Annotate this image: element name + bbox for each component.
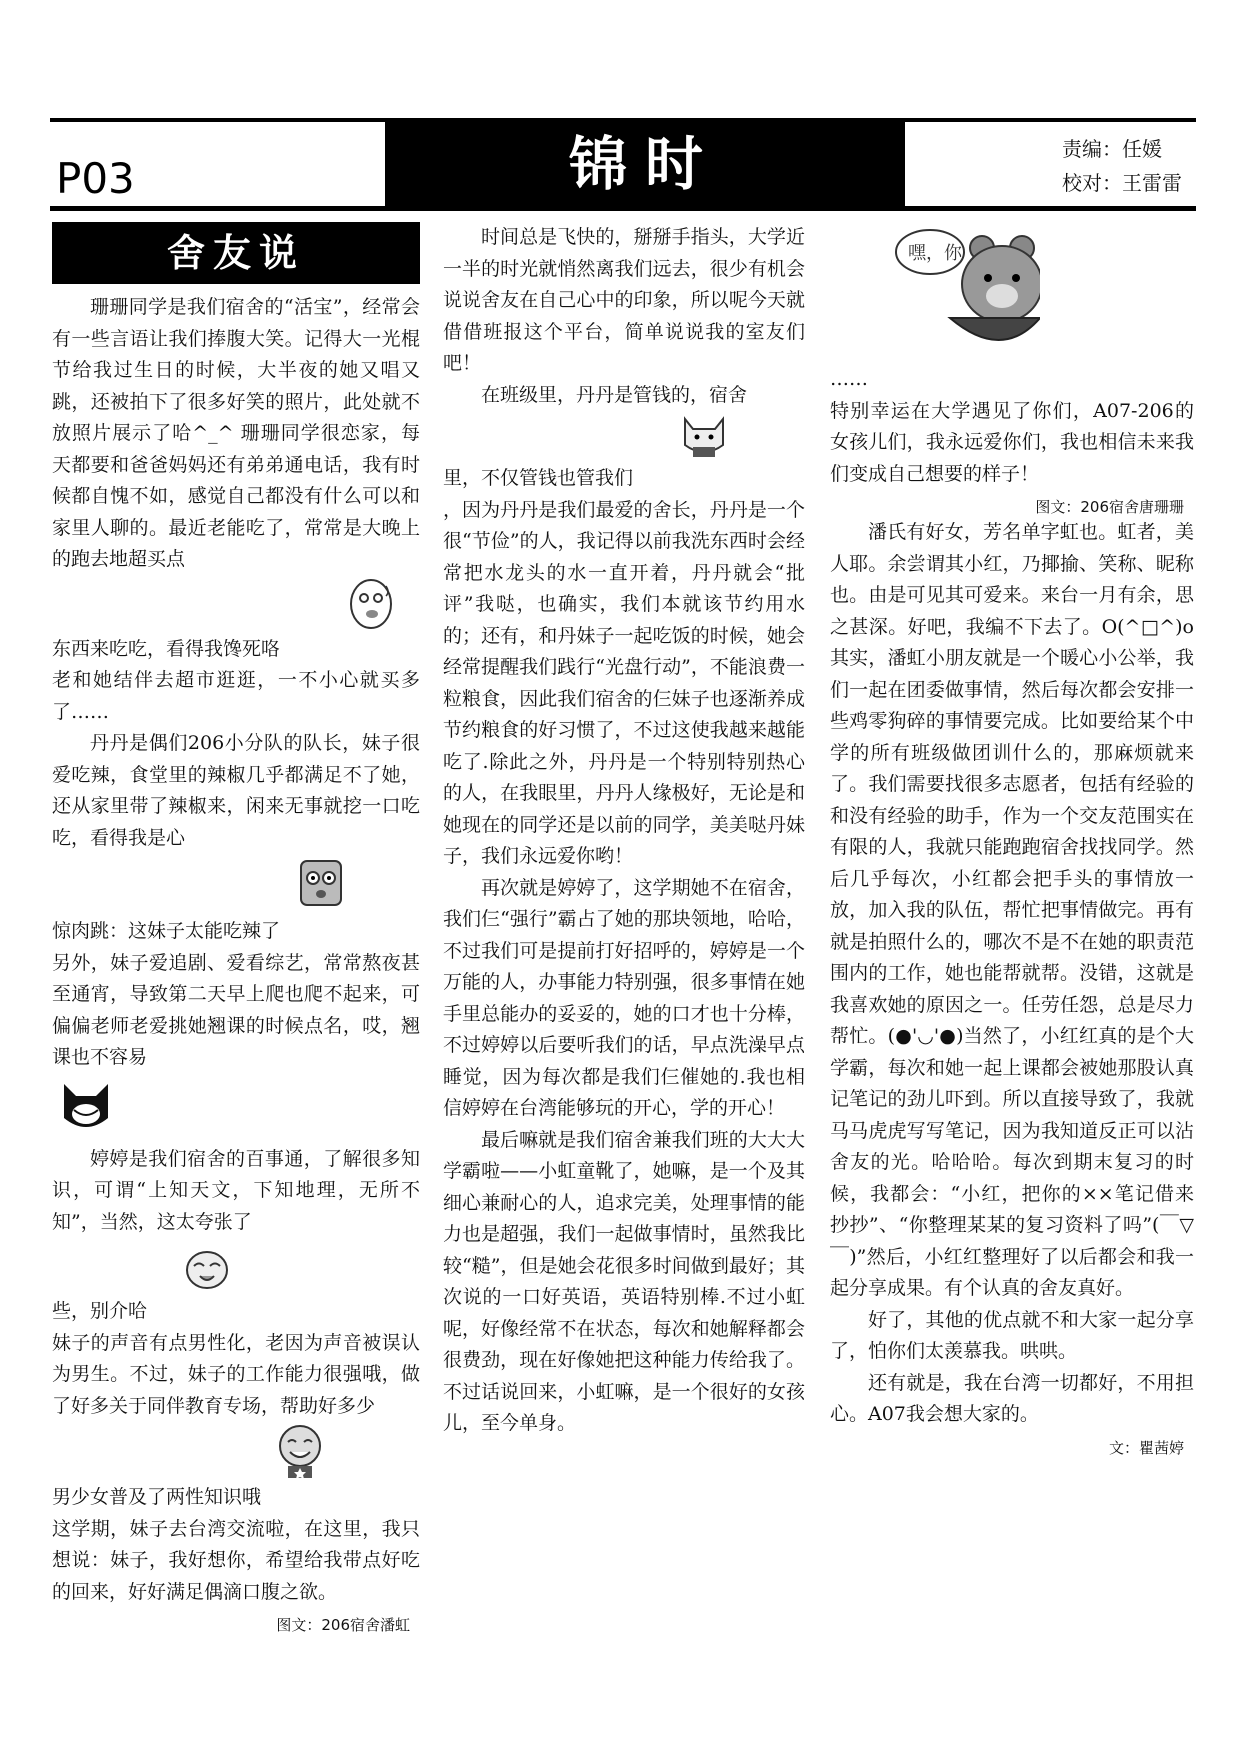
paragraph-tingting: 再次就是婷婷了，这学期她不在宿舍，我们仨“强行”霸占了她的那块领地，哈哈，不过我们可是提前打好招呼的，婷婷是一个万能的人，办事能力特别强，很多事情在她手里总能办的妥妥的，她的口才也十分棒，不过婷婷以后要听我们的话，早点洗澡早点睡觉，因为每次都是我们仨催她的.我也相信婷婷在台湾能够玩的开心，学的开心！	[443, 876, 805, 1119]
emoji-row	[52, 1074, 420, 1144]
byline-col3-bottom: 文：瞿茜婷	[1108, 1438, 1184, 1457]
paragraph-dandan-cont: 里，不仅管钱也管我们	[443, 467, 634, 489]
paragraph-share: 好了，其他的优点就不和大家一起分享了，怕你们太羡慕我。哄哄。	[830, 1308, 1194, 1362]
proofreader-name: 校对：王雷雷	[1062, 171, 1182, 195]
shocked-box-face-icon	[298, 858, 344, 910]
column-2	[443, 222, 805, 1440]
bear-holding-bowl-icon	[890, 222, 1040, 362]
paragraph-shanshan-cont: 东西来吃吃，看得我馋死咯	[52, 637, 281, 660]
paragraph-closing: 特别幸运在大学遇见了你们，A07-206的女孩儿们，我永远爱你们，我也相信未来我们变成自己想要的样子！	[830, 399, 1194, 485]
emoji-row	[52, 1422, 420, 1482]
paragraph-dandan-body: ，因为丹丹是我们最爱的舍长，丹丹是一个很“节俭”的人，我记得以前我洗东西时会经常把水龙头的水一直开着，丹丹就会“批评”我哒，也确实，我们本就该节约用水的；还有，和丹妹子一起吃饭的时候，她会经常提醒我们践行“光盘行动”，不能浪费一粒粮食，因此我们宿舍的仨妹子也逐渐养成节约粮食的好习惯了，不过这使我越来越能吃了.除此之外，丹丹是一个特别特别热心的人，在我眼里，丹丹人缘极好，无论是和她现在的同学还是以前的同学，美美哒丹妹子，我们永远爱你哟！	[443, 498, 805, 867]
column-1	[52, 222, 420, 1635]
bear-illustration	[830, 222, 1194, 364]
editor-credits	[1062, 132, 1182, 200]
page-number: P03	[56, 154, 135, 203]
section-title: 舍友说	[52, 222, 420, 284]
page-header	[50, 118, 1196, 211]
paragraph-taiwan: 还有就是，我在台湾一切都好，不用担心。A07我会想大家的。	[830, 1371, 1194, 1425]
paragraph-tingting-cont2: 男少女普及了两性知识哦	[52, 1486, 262, 1508]
editor-name: 责编：任媛	[1062, 137, 1162, 161]
paragraph-dandan-money: 在班级里，丹丹是管钱的，宿舍	[481, 383, 748, 406]
paragraph-tingting-end: 这学期，妹子去台湾交流啦，在这里，我只想说：妹子，我好想你，希望给我带点好吃的回来，好好满足偶滴口腹之欲。	[52, 1517, 420, 1603]
paragraph-shanshan-end: 老和她结伴去超市逛逛，一不小心就买多了……	[52, 669, 420, 723]
smiling-kid-icon	[272, 1422, 328, 1480]
byline-col1: 图文：206宿舍潘虹	[276, 1616, 410, 1634]
masthead-title: 锦时	[385, 122, 905, 206]
paragraph-dandan-end: 另外，妹子爱追剧、爱看综艺，常常熬夜甚至通宵，导致第二天早上爬也爬不起来，可偏偏老师老爱挑她翘课的时候点名，哎，翘课也不容易	[52, 951, 420, 1068]
paragraph-dandan-cont: 惊肉跳：这妹子太能吃辣了	[52, 920, 281, 942]
emoji-row	[52, 1238, 420, 1296]
cat-with-money-icon	[679, 411, 729, 463]
paragraph-shanshan: 珊珊同学是我们宿舍的“活宝”，经常会有一些言语让我们捧腹大笑。记得大一光棍节给我过生日的时候，大半夜的她又唱又跳，还被拍下了很多好笑的照片，此处就不放照片展示了哈^_^ 珊珊同学很恋家，每天都要和爸爸妈妈还有弟弟通电话，我有时候都自愧不如，感觉自己都没有什么可以和家里人聊的。最近老能吃了，常常是大晚上的跑去地超买点	[52, 296, 420, 570]
byline-col3-top: 图文：206宿舍唐珊珊	[1035, 498, 1184, 516]
column-3	[830, 222, 1194, 1458]
laughing-cat-icon	[182, 1242, 232, 1292]
sweating-face-icon	[348, 578, 394, 636]
paragraph-tingting-cont: 些，别介哈	[52, 1300, 148, 1322]
ellipsis-line: ……	[830, 368, 868, 390]
paragraph-xiaohong: 最后嘛就是我们宿舍兼我们班的大大大学霸啦——小虹童靴了，她嘛，是一个及其细心兼耐心的人，追求完美，处理事情的能力也是超强，我们一起做事情时，虽然我比较“糙”，但是她会花很多时间做到最好；其次说的一口好英语，英语特别棒.不过小虹呢，好像经常不在状态，每次和她解释都会很费劲，现在好像她把这种能力传给我了。不过话说回来，小虹嘛，是一个很好的女孩儿，至今单身。	[443, 1128, 805, 1434]
paragraph-dandan: 丹丹是偶们206小分队的队长，妹子很爱吃辣，食堂里的辣椒几乎都满足不了她，还从家里带了辣椒来，闲来无事就挖一口吃吃，看得我是心	[52, 732, 420, 849]
emoji-row	[443, 411, 805, 463]
paragraph-intro: 时间总是飞快的，掰掰手指头，大学近一半的时光就悄然离我们远去，很少有机会说说舍友在自己心中的印象，所以呢今天就借借班报这个平台，简单说说我的室友们吧！	[443, 226, 805, 374]
emoji-row	[52, 854, 420, 916]
paragraph-tingting-mid: 妹子的声音有点男性化，老因为声音被误认为男生。不过，妹子的工作能力很强哦，做了好多关于同伴教育专场，帮助好多少	[52, 1331, 420, 1417]
paragraph-panhong: 潘氏有好女，芳名单字虹也。虹者，美人耶。余尝谓其小红，乃揶揄、笑称、昵称也。由是可见其可爱来。来台一月有余，思之甚深。好吧，我编不下去了。O(^□^)o其实，潘虹小朋友就是一个暖心小公举，我们一起在团委做事情，然后每次都会安排一些鸡零狗碎的事情要完成。比如要给某个中学的所有班级做团训什么的，那麻烦就来了。我们需要找很多志愿者，包括有经验的和没有经验的助手，作为一个交友范围实在有限的人，我就只能跑跑宿舍找找同学。然后几乎每次，小红都会把手头的事情放一放，加入我的队伍，帮忙把事情做完。再有就是拍照什么的，哪次不是不在她的职责范围内的工作，她也能帮就帮。没错，这就是我喜欢她的原因之一。任劳任怨，总是尽力帮忙。(●'◡'●)当然了，小红红真的是个大学霸，每次和她一起上课都会被她那股认真记笔记的劲儿吓到。所以直接导致了，我就马马虎虎写写笔记，因为我知道反正可以沾舍友的光。哈哈哈。每次到期末复习的时候，我都会：“小红，把你的××笔记借来抄抄”、“你整理某某的复习资料了吗”(￣▽￣)”然后，小红红整理好了以后都会和我一起分享成果。有个认真的舍友真好。	[830, 521, 1194, 1299]
paragraph-tingting: 婷婷是我们宿舍的百事通，了解很多知识，可谓“上知天文，下知地理，无所不知”，当然，这太夸张了	[52, 1147, 420, 1233]
speech-bubble-text: 嘿，你	[908, 243, 962, 264]
emoji-row	[52, 576, 420, 634]
cat-face-icon	[58, 1078, 114, 1136]
